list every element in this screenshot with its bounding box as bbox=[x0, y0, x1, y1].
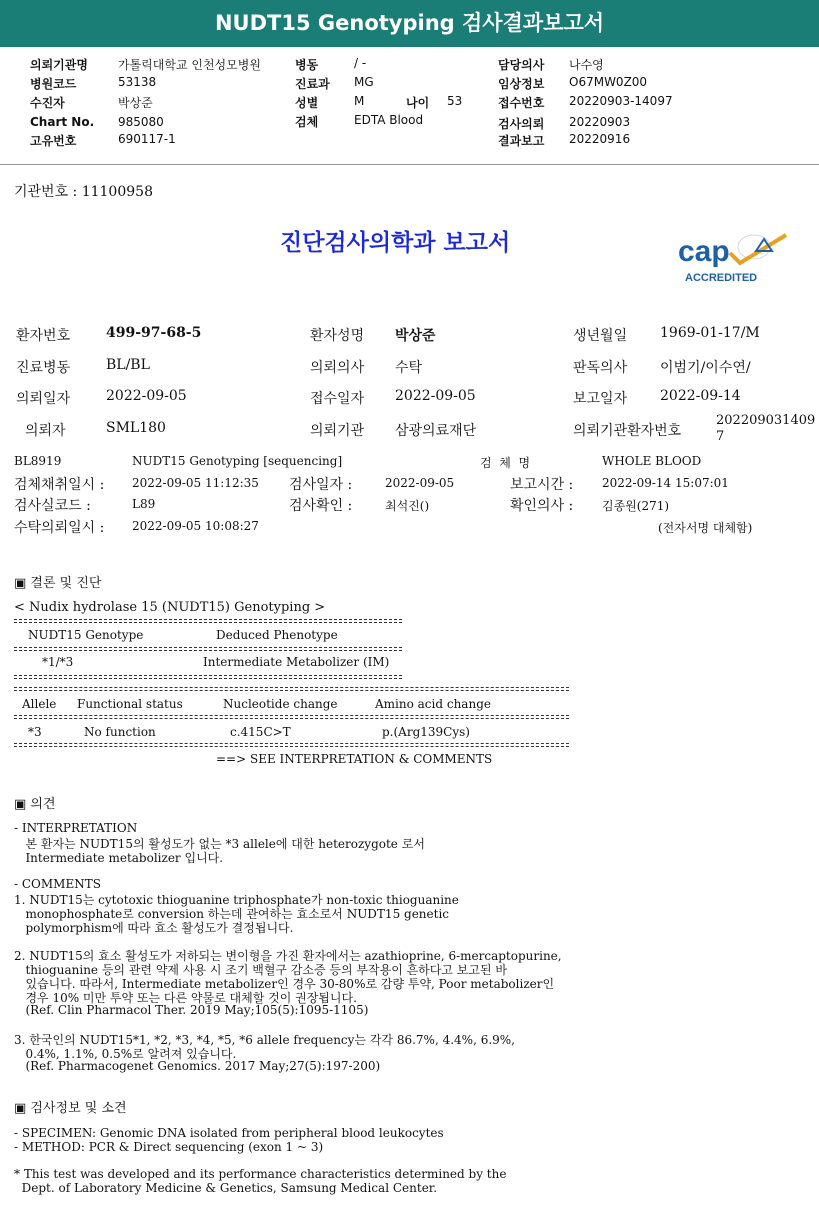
header-value: 가톨릭대학교 인천성모병원 bbox=[118, 58, 261, 72]
request-time-label: 수탁의뢰일시 : bbox=[14, 520, 105, 536]
patient-field-value: SML180 bbox=[106, 420, 166, 436]
t2-header-functional-status: Functional status bbox=[77, 697, 183, 711]
patient-field-value: 2022-09-05 bbox=[395, 388, 476, 404]
info-line: - METHOD: PCR & Direct sequencing (exon 1 ~ 3) bbox=[14, 1140, 324, 1154]
header-value: 박상준 bbox=[118, 96, 153, 110]
opinion-line: 1. NUDT15는 cytotoxic thioguanine triphosphate가 non-toxic thioguanine bbox=[14, 893, 459, 907]
specimen-label: 검 체 명 bbox=[480, 456, 531, 470]
test-field-value: 2022-09-05 11:12:35 bbox=[132, 476, 259, 490]
patient-field-label: 생년월일 bbox=[573, 328, 628, 344]
patient-field-label: 진료병동 bbox=[16, 360, 71, 376]
header-label: 검체 bbox=[295, 115, 319, 129]
patient-field-value: 1969-01-17/M bbox=[660, 325, 760, 341]
section-test-info: ▣ 검사정보 및 소견 bbox=[14, 1101, 127, 1116]
header-label: 수진자 bbox=[30, 96, 65, 110]
header-label: 병동 bbox=[295, 58, 319, 72]
header-value: EDTA Blood bbox=[354, 113, 424, 127]
patient-field-label: 의뢰기관 bbox=[310, 423, 365, 439]
test-field-value: 2022-09-05 bbox=[385, 476, 455, 490]
test-field-value: 김종원(271) bbox=[602, 499, 670, 513]
header-label: 임상정보 bbox=[498, 77, 545, 91]
header-value: M bbox=[354, 94, 365, 108]
patient-field-label: 환자번호 bbox=[16, 328, 71, 344]
t1-header-phenotype: Deduced Phenotype bbox=[216, 628, 338, 642]
patient-field-value: 이범기/이수연/ bbox=[660, 360, 751, 376]
test-field-value: L89 bbox=[132, 497, 156, 511]
patient-field-label: 보고일자 bbox=[573, 391, 628, 407]
t2-header-amino-acid-change: Amino acid change bbox=[375, 697, 491, 711]
header-value: 690117-1 bbox=[118, 132, 176, 146]
header-value: 20220903-14097 bbox=[569, 94, 673, 108]
patient-field-value: 박상준 bbox=[395, 328, 436, 344]
t2-nucleotide-change: c.415C>T bbox=[230, 725, 291, 739]
patient-field-label: 의뢰자 bbox=[25, 423, 66, 439]
header-value: 53138 bbox=[118, 75, 157, 89]
t1-phenotype-value: Intermediate Metabolizer (IM) bbox=[203, 655, 390, 669]
header-value: / - bbox=[354, 56, 367, 70]
section-conclusion: ▣ 결론 및 진단 bbox=[14, 576, 102, 591]
test-name: NUDT15 Genotyping [sequencing] bbox=[132, 454, 343, 468]
header-label: 검사의뢰 bbox=[498, 117, 545, 131]
cap-sub: ACCREDITED bbox=[685, 272, 758, 284]
opinion-line: thioguanine 등의 관련 약제 사용 시 조기 백혈구 감소증 등의 부작용이 흔하다고 보고된 바 bbox=[14, 963, 507, 977]
test-field-value: 2022-09-14 15:07:01 bbox=[602, 476, 729, 490]
t1-header-genotype: NUDT15 Genotype bbox=[28, 628, 144, 642]
report-title: NUDT15 Genotyping 검사결과보고서 bbox=[0, 0, 819, 47]
patient-field-label: 의뢰기관환자번호 bbox=[573, 423, 682, 439]
t1-genotype-value: *1/*3 bbox=[42, 655, 74, 669]
patient-field-value: 202209031409 bbox=[716, 413, 816, 428]
header-label: 진료과 bbox=[295, 77, 330, 91]
header-label: Chart No. bbox=[30, 115, 95, 129]
header-value: 20220916 bbox=[569, 132, 631, 146]
header-value-age: 53 bbox=[447, 94, 463, 108]
header-label: 결과보고 bbox=[498, 134, 545, 148]
section-opinion: ▣ 의견 bbox=[14, 797, 56, 812]
info-line: * This test was developed and its performance characteristics determined by the bbox=[14, 1167, 507, 1181]
see-interpretation-note: ==> SEE INTERPRETATION & COMMENTS bbox=[216, 752, 493, 766]
header-label: 접수번호 bbox=[498, 96, 545, 110]
patient-field-label: 의뢰일자 bbox=[16, 391, 71, 407]
t2-header-allele: Allele bbox=[22, 697, 57, 711]
opinion-line: (Ref. Clin Pharmacol Ther. 2019 May;105(5):1095-1105) bbox=[14, 1003, 369, 1017]
patient-field-value: 2022-09-05 bbox=[106, 388, 187, 404]
header-label: 의뢰기관명 bbox=[30, 58, 88, 72]
org-number: 기관번호 : 11100958 bbox=[14, 184, 153, 200]
report-heading: 진단검사의학과 보고서 bbox=[280, 229, 511, 256]
opinion-line: 있습니다. 따라서, Intermediate metabolizer인 경우 30-80%로 감량 투약, Poor metabolizer인 bbox=[14, 977, 555, 991]
t2-allele: *3 bbox=[28, 725, 42, 739]
header-label: 담당의사 bbox=[498, 58, 545, 72]
patient-field-value: 499-97-68-5 bbox=[106, 325, 202, 341]
header-label: 고유번호 bbox=[30, 134, 77, 148]
cap-word: cap bbox=[678, 235, 730, 268]
patient-field-value-cont: 7 bbox=[716, 429, 725, 444]
cap-accredited-logo bbox=[668, 227, 798, 289]
gene-title: < Nudix hydrolase 15 (NUDT15) Genotyping > bbox=[14, 600, 326, 615]
patient-field-value: BL/BL bbox=[106, 357, 150, 373]
opinion-line: (Ref. Pharmacogenet Genomics. 2017 May;27(5):197-200) bbox=[14, 1059, 381, 1073]
header-label-age: 나이 bbox=[406, 96, 430, 110]
test-code: BL8919 bbox=[14, 454, 62, 468]
patient-field-value: 삼광의료재단 bbox=[395, 423, 477, 439]
patient-field-label: 판독의사 bbox=[573, 360, 628, 376]
test-field-label: 확인의사 : bbox=[510, 498, 574, 514]
patient-field-label: 접수일자 bbox=[310, 391, 365, 407]
test-field-label: 보고시간 : bbox=[510, 477, 574, 493]
opinion-line: - COMMENTS bbox=[14, 877, 101, 891]
opinion-line: 본 환자는 NUDT15의 활성도가 없는 *3 allele에 대한 heterozygote 로서 bbox=[14, 837, 425, 851]
specimen-value: WHOLE BLOOD bbox=[602, 454, 702, 468]
esign-note: (전자서명 대체함) bbox=[658, 521, 753, 535]
opinion-line: 경우 10% 미만 투약 또는 다른 약물로 대체할 것이 권장됩니다. bbox=[14, 991, 357, 1005]
divider bbox=[0, 164, 819, 165]
test-field-label: 검사일자 : bbox=[289, 477, 353, 493]
header-value: MG bbox=[354, 75, 374, 89]
opinion-line: 2. NUDT15의 효소 활성도가 저하되는 변이형을 가진 환자에서는 azathioprine, 6-mercaptopurine, bbox=[14, 949, 562, 963]
header-value: O67MW0Z00 bbox=[569, 75, 648, 89]
header-label: 성별 bbox=[295, 96, 319, 110]
header-value: 20220903 bbox=[569, 115, 631, 129]
opinion-line: 3. 한국인의 NUDT15*1, *2, *3, *4, *5, *6 allele frequency는 각각 86.7%, 4.4%, 6.9%, bbox=[14, 1033, 515, 1047]
t2-header-nucleotide-change: Nucleotide change bbox=[223, 697, 338, 711]
patient-field-value: 2022-09-14 bbox=[660, 388, 741, 404]
test-field-label: 검사실코드 : bbox=[14, 498, 91, 514]
t2-functional-status: No function bbox=[84, 725, 156, 739]
opinion-line: monophosphate로 conversion 하는데 관여하는 효소로서 NUDT15 genetic bbox=[14, 907, 450, 921]
patient-field-label: 환자성명 bbox=[310, 328, 365, 344]
opinion-line: Intermediate metabolizer 입니다. bbox=[14, 851, 224, 865]
patient-field-label: 의뢰의사 bbox=[310, 360, 365, 376]
opinion-line: - INTERPRETATION bbox=[14, 821, 138, 835]
t2-amino-acid-change: p.(Arg139Cys) bbox=[382, 725, 470, 739]
test-field-label: 검사확인 : bbox=[289, 498, 353, 514]
info-line: Dept. of Laboratory Medicine & Genetics, Samsung Medical Center. bbox=[14, 1181, 438, 1195]
header-value: 나수영 bbox=[569, 58, 604, 72]
test-field-label: 검체채취일시 : bbox=[14, 477, 105, 493]
opinion-line: polymorphism에 따라 효소 활성도가 결정됩니다. bbox=[14, 921, 294, 935]
patient-field-value: 수탁 bbox=[395, 360, 423, 376]
info-line: - SPECIMEN: Genomic DNA isolated from peripheral blood leukocytes bbox=[14, 1126, 444, 1140]
request-time-value: 2022-09-05 10:08:27 bbox=[132, 519, 259, 533]
test-field-value: 최석진() bbox=[385, 499, 430, 513]
opinion-line: 0.4%, 1.1%, 0.5%로 알려져 있습니다. bbox=[14, 1047, 237, 1061]
header-value: 985080 bbox=[118, 115, 164, 129]
header-label: 병원코드 bbox=[30, 77, 77, 91]
